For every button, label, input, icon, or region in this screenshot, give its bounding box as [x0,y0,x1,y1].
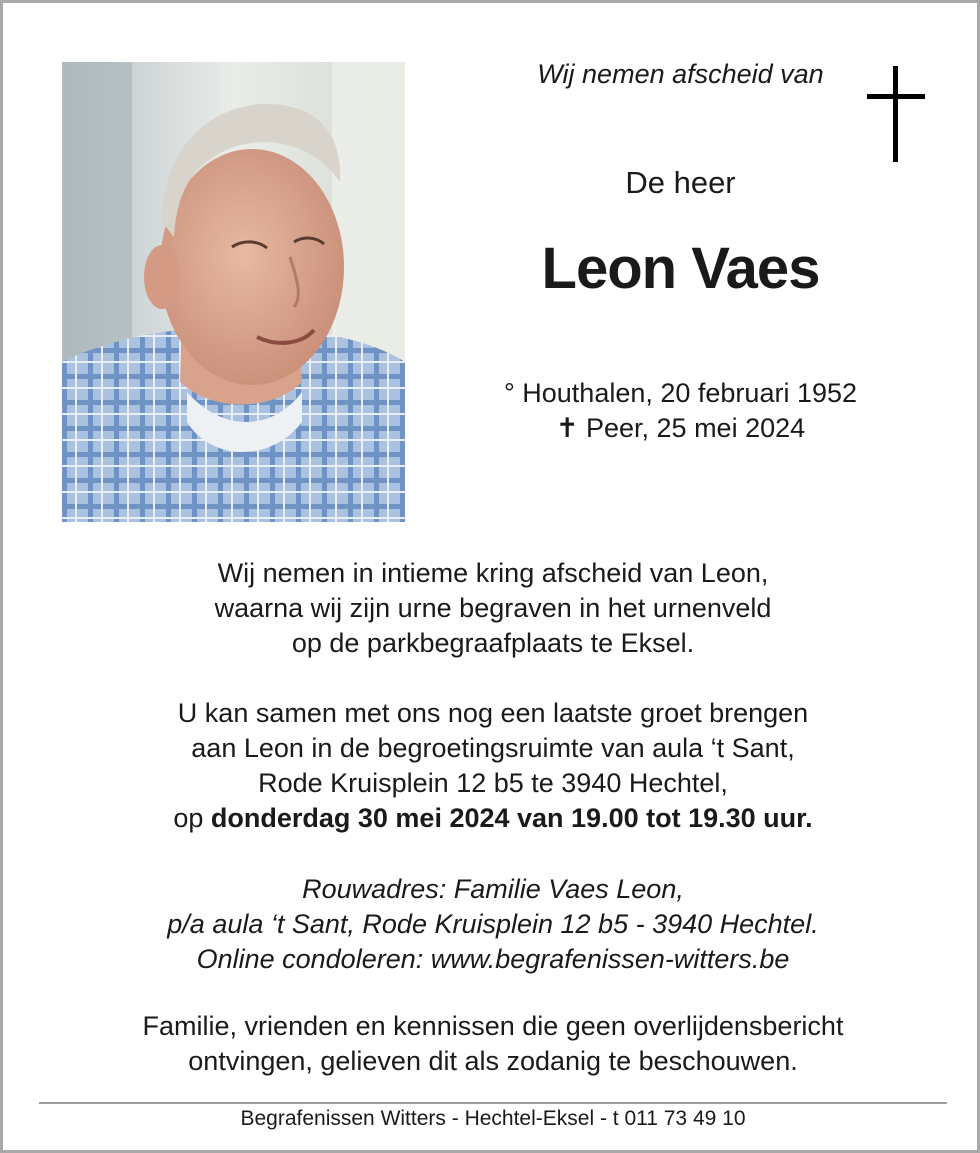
paragraph-line: aan Leon in de begroetingsruimte van aula ‘t Sant, [191,733,795,763]
schedule-prefix: op [173,803,211,833]
life-dates [423,376,938,446]
paragraph-line: ontvingen, gelieven dit als zodanig te beschouwen. [188,1046,798,1076]
paragraph-line: U kan samen met ons nog een laatste groet brengen [177,698,809,728]
paragraph-line: p/a aula ‘t Sant, Rode Kruisplein 12 b5 - 3940 Hechtel. [167,909,819,939]
condolence-link: Online condoleren: www.begrafenissen-witters.be [196,944,790,974]
paragraph-line: Wij nemen in intieme kring afscheid van Leon, [217,558,769,588]
portrait-photo [62,62,405,522]
birth-line: ° Houthalen, 20 februari 1952 [503,378,858,408]
deceased-name: Leon Vaes [541,236,820,301]
portrait-illustration [62,62,405,522]
funeral-home-footer: Begrafenissen Witters - Hechtel-Eksel - t 011 73 49 10 [240,1107,746,1130]
schedule-datetime: donderdag 30 mei 2024 van 19.00 tot 19.30 uur. [210,803,813,833]
paragraph-line: waarna wij zijn urne begraven in het urnenveld [214,593,772,623]
honorific: De heer [625,165,736,200]
notice-paragraph [43,1009,943,1079]
footer-divider [39,1102,947,1104]
address-paragraph [43,872,943,977]
intro-text: Wij nemen afscheid van [537,59,824,89]
paragraph-line: Rouwadres: Familie Vaes Leon, [302,874,684,904]
schedule-line [43,801,943,836]
paragraph-line: op de parkbegraafplaats te Eksel. [291,628,695,658]
paragraph-line: Rode Kruisplein 12 b5 te 3940 Hechtel, [258,768,728,798]
ceremony-paragraph [43,556,943,661]
farewell-paragraph [43,696,943,836]
death-line: ✝ Peer, 25 mei 2024 [555,413,806,443]
paragraph-line: Familie, vrienden en kennissen die geen overlijdensbericht [142,1011,844,1041]
